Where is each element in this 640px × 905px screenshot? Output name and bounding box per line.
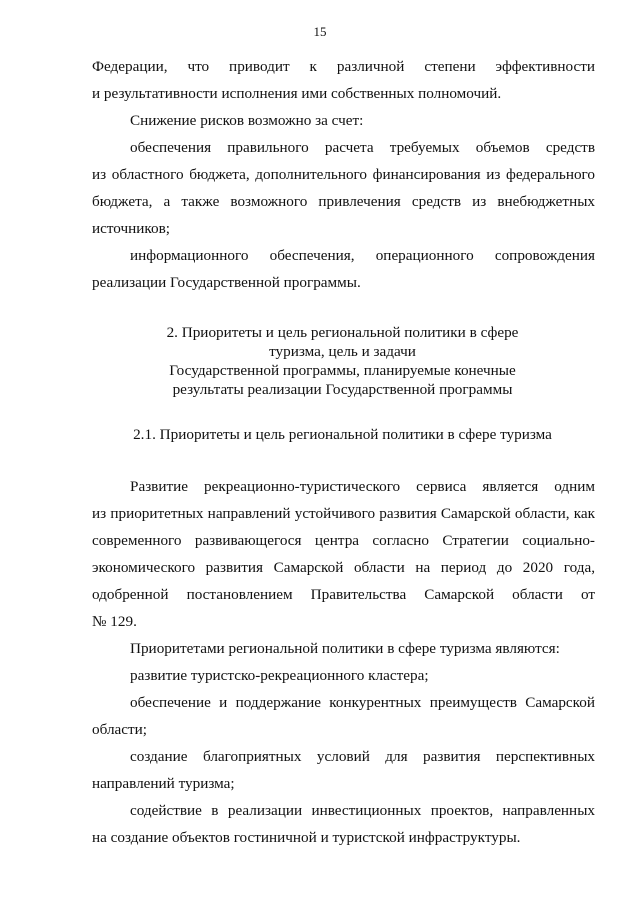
heading-line: результаты реализации Государственной программы	[172, 381, 513, 398]
text-line: современного развивающегося центра согласно Стратегии социально-	[92, 532, 595, 549]
heading-line: Государственной программы, планируемые конечные	[169, 362, 516, 379]
heading-line: 2. Приоритеты и цель региональной политики в сфере	[166, 324, 519, 341]
text-line: № 129.	[92, 613, 137, 630]
text-line: источников;	[92, 220, 170, 237]
text-line: на создание объектов гостиничной и туристской инфраструктуры.	[92, 829, 521, 846]
text-line: одобренной постановлением Правительства Самарской области от	[92, 586, 595, 603]
text-line: Снижение рисков возможно за счет:	[130, 112, 364, 129]
text-line: и результативности исполнения ими собственных полномочий.	[92, 85, 502, 102]
heading-line: туризма, цель и задачи	[269, 343, 416, 360]
text-line: создание благоприятных условий для развития перспективных	[130, 748, 595, 765]
text-line: содействие в реализации инвестиционных проектов, направленных	[130, 802, 595, 819]
text-line: обеспечение и поддержание конкурентных преимуществ Самарской	[130, 694, 595, 711]
text-line: бюджета, а также возможного привлечения средств из внебюджетных	[92, 193, 595, 210]
text-line: экономического развития Самарской области на период до 2020 года,	[92, 559, 595, 576]
subsection-heading: 2.1. Приоритеты и цель региональной политики в сфере туризма	[133, 426, 552, 443]
text-line: области;	[92, 721, 147, 738]
text-line: из областного бюджета, дополнительного финансирования из федерального	[92, 166, 595, 183]
text-line: направлений туризма;	[92, 775, 235, 792]
text-line: обеспечения правильного расчета требуемых объемов средств	[130, 139, 595, 156]
text-line: Приоритетами региональной политики в сфере туризма являются:	[130, 640, 560, 657]
text-line: информационного обеспечения, операционного сопровождения	[130, 247, 595, 264]
page-number: 15	[313, 24, 327, 39]
text-line: Развитие рекреационно-туристического сервиса является одним	[130, 478, 595, 495]
text-line: развитие туристско-рекреационного кластера;	[130, 667, 429, 684]
text-line: реализации Государственной программы.	[92, 274, 361, 291]
text-line: из приоритетных направлений устойчивого развития Самарской области, как	[92, 505, 595, 522]
text-line: Федерации, что приводит к различной степени эффективности	[92, 58, 595, 75]
